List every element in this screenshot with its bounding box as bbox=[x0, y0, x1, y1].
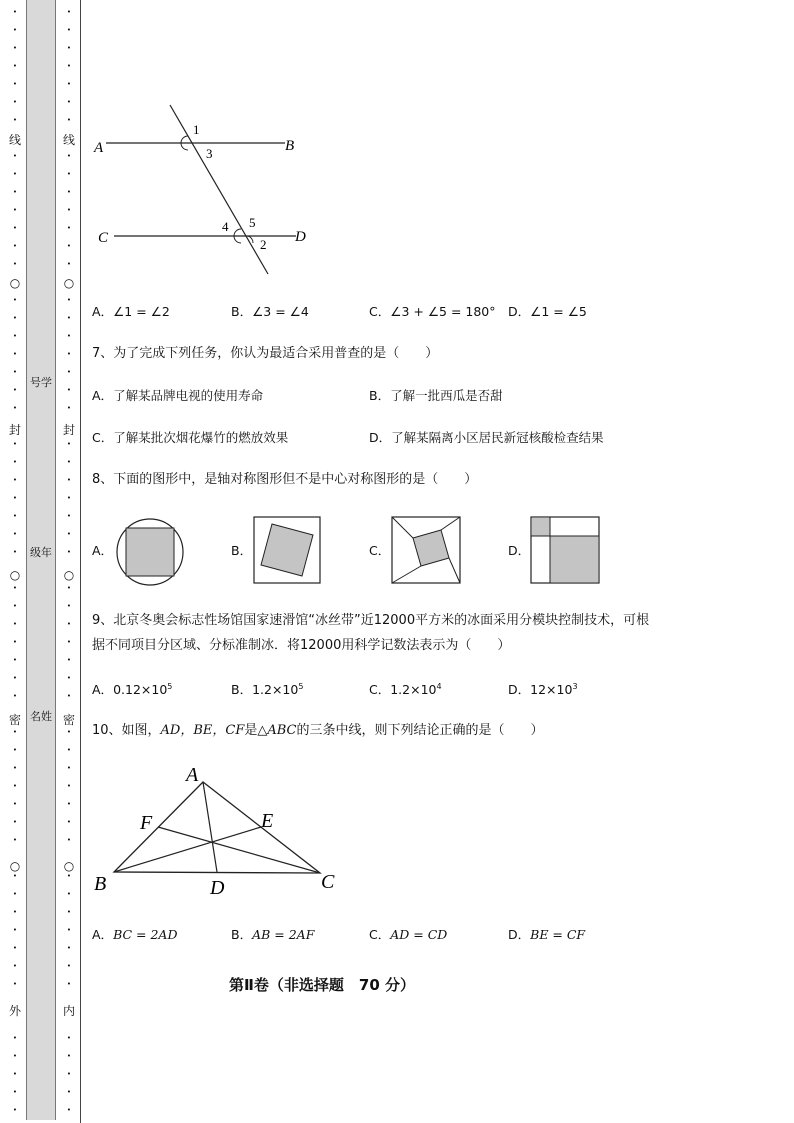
binding-margin bbox=[0, 0, 82, 1123]
binding-dot: • bbox=[12, 620, 18, 628]
q10-option-d[interactable]: D．BE = CF bbox=[508, 927, 586, 942]
binding-dot: • bbox=[12, 62, 18, 70]
point-c-label: C bbox=[98, 230, 109, 246]
q6-option-b[interactable]: B．∠3 = ∠4 bbox=[231, 304, 309, 319]
q7-option-d[interactable]: D．了解某隔离小区居民新冠核酸检查结果 bbox=[369, 430, 604, 445]
binding-dot: • bbox=[12, 890, 18, 898]
name-label: 名姓 bbox=[30, 710, 52, 723]
q6-option-a[interactable]: A．∠1 = ∠2 bbox=[92, 304, 170, 319]
binding-dot: • bbox=[66, 980, 72, 988]
binding-seal-char: 封 bbox=[62, 423, 75, 437]
binding-dot: • bbox=[66, 584, 72, 592]
point-b-label: B bbox=[285, 138, 295, 154]
binding-dot: • bbox=[12, 782, 18, 790]
grade-label: 级年 bbox=[30, 546, 52, 559]
binding-dot: • bbox=[12, 908, 18, 916]
q10-option-b[interactable]: B．AB = 2AF bbox=[231, 927, 315, 942]
binding-dot: • bbox=[66, 206, 72, 214]
binding-dot: • bbox=[12, 440, 18, 448]
q8-figure-c bbox=[391, 516, 463, 586]
q7-stem: 7、为了完成下列任务，你认为最适合采用普查的是（ ） bbox=[92, 346, 439, 361]
binding-dot-column-right bbox=[62, 0, 76, 1123]
binding-dot: • bbox=[12, 692, 18, 700]
binding-dot: • bbox=[12, 242, 18, 250]
q8-option-c-label[interactable]: C． bbox=[369, 543, 391, 558]
binding-dot: • bbox=[12, 746, 18, 754]
binding-dot: • bbox=[12, 80, 18, 88]
binding-dot: • bbox=[12, 926, 18, 934]
point-a-label: A bbox=[94, 140, 104, 156]
binding-dot: • bbox=[12, 458, 18, 466]
binding-dot: • bbox=[66, 1070, 72, 1078]
q8-option-d-label[interactable]: D． bbox=[508, 543, 531, 558]
binding-seal-char: 线 bbox=[62, 133, 75, 147]
binding-dot: • bbox=[66, 872, 72, 880]
binding-dot: • bbox=[12, 962, 18, 970]
binding-dot: • bbox=[66, 1106, 72, 1114]
binding-dot: • bbox=[66, 170, 72, 178]
q6-option-c[interactable]: C．∠3 + ∠5 = 180° bbox=[369, 304, 496, 319]
binding-separator-line bbox=[80, 0, 81, 1123]
binding-dot: • bbox=[66, 332, 72, 340]
q9-option-b[interactable]: B．$1.2\times 10^5$ bbox=[231, 681, 304, 697]
binding-dot: • bbox=[12, 800, 18, 808]
binding-dot: • bbox=[66, 98, 72, 106]
binding-seal-char: 外 bbox=[8, 1004, 21, 1018]
binding-dot: • bbox=[12, 116, 18, 124]
binding-circle-mark: ○ bbox=[9, 859, 21, 873]
binding-dot: • bbox=[66, 620, 72, 628]
exam-page-content bbox=[92, 0, 782, 1123]
binding-dot: • bbox=[12, 512, 18, 520]
binding-dot: • bbox=[66, 602, 72, 610]
student-id-label: 号学 bbox=[30, 376, 52, 389]
binding-dot: • bbox=[66, 116, 72, 124]
binding-dot: • bbox=[66, 692, 72, 700]
binding-dot: • bbox=[66, 890, 72, 898]
binding-circle-mark: ○ bbox=[63, 568, 75, 582]
binding-dot: • bbox=[66, 728, 72, 736]
binding-dot: • bbox=[66, 764, 72, 772]
binding-dot: • bbox=[12, 980, 18, 988]
transversal bbox=[170, 105, 268, 274]
binding-dot: • bbox=[12, 638, 18, 646]
binding-dot: • bbox=[66, 908, 72, 916]
binding-dot: • bbox=[12, 404, 18, 412]
binding-dot: • bbox=[12, 1034, 18, 1042]
binding-dot: • bbox=[12, 314, 18, 322]
q10-option-a[interactable]: A．BC = 2AD bbox=[92, 927, 178, 942]
binding-dot: • bbox=[12, 98, 18, 106]
binding-dot: • bbox=[66, 260, 72, 268]
binding-dot: • bbox=[12, 548, 18, 556]
binding-dot: • bbox=[66, 404, 72, 412]
point-f-midpoint-label: F bbox=[140, 812, 153, 834]
angle-1-label: 1 bbox=[193, 122, 200, 137]
binding-dot: • bbox=[12, 944, 18, 952]
binding-dot: • bbox=[66, 62, 72, 70]
angle-3-label: 3 bbox=[206, 146, 213, 161]
point-d-midpoint-label: D bbox=[210, 877, 225, 899]
q9-stem-line2: 据不同项目分区域、分标准制冰．将12000用科学记数法表示为（ ） bbox=[92, 638, 511, 653]
binding-dot: • bbox=[12, 188, 18, 196]
binding-dot: • bbox=[66, 782, 72, 790]
q8-option-b-label[interactable]: B． bbox=[231, 543, 253, 558]
binding-dot: • bbox=[66, 962, 72, 970]
q9-option-d[interactable]: D．$12\times 10^3$ bbox=[508, 681, 578, 697]
q8-figure-b bbox=[253, 516, 323, 586]
binding-dot: • bbox=[66, 674, 72, 682]
binding-dot: • bbox=[66, 656, 72, 664]
q8-stem: 8、下面的图形中，是轴对称图形但不是中心对称图形的是（ ） bbox=[92, 472, 478, 487]
binding-dot: • bbox=[12, 764, 18, 772]
q10-option-c[interactable]: C．AD = CD bbox=[369, 927, 448, 942]
section-2-title: 第Ⅱ卷（非选择题 70 分） bbox=[229, 976, 415, 994]
binding-circle-mark: ○ bbox=[9, 568, 21, 582]
binding-dot: • bbox=[12, 296, 18, 304]
binding-dot: • bbox=[66, 836, 72, 844]
point-e-midpoint-label: E bbox=[261, 810, 274, 832]
q9-option-c[interactable]: C．$1.2\times 10^4$ bbox=[369, 681, 442, 697]
binding-dot: • bbox=[66, 1052, 72, 1060]
binding-dot: • bbox=[12, 872, 18, 880]
parallel-lines-figure bbox=[92, 96, 322, 281]
binding-dot: • bbox=[66, 638, 72, 646]
binding-dot: • bbox=[12, 26, 18, 34]
binding-dot: • bbox=[66, 512, 72, 520]
binding-dot: • bbox=[12, 386, 18, 394]
q8-figure-d bbox=[530, 516, 602, 586]
triangle-medians-figure bbox=[92, 760, 352, 900]
binding-dot: • bbox=[66, 368, 72, 376]
binding-circle-mark: ○ bbox=[9, 276, 21, 290]
binding-circle-mark: ○ bbox=[63, 859, 75, 873]
binding-seal-char: 封 bbox=[8, 423, 21, 437]
binding-dot: • bbox=[66, 1088, 72, 1096]
binding-dot: • bbox=[66, 188, 72, 196]
binding-dot: • bbox=[12, 260, 18, 268]
binding-dot: • bbox=[66, 44, 72, 52]
binding-dot: • bbox=[12, 170, 18, 178]
binding-dot: • bbox=[66, 440, 72, 448]
binding-dot-column-left bbox=[8, 0, 22, 1123]
binding-dot: • bbox=[66, 350, 72, 358]
binding-seal-char: 内 bbox=[62, 1004, 75, 1018]
q8-figure-a bbox=[114, 516, 186, 588]
binding-dot: • bbox=[12, 1106, 18, 1114]
binding-dot: • bbox=[12, 8, 18, 16]
binding-dot: • bbox=[66, 548, 72, 556]
binding-dot: • bbox=[12, 674, 18, 682]
binding-dot: • bbox=[12, 368, 18, 376]
q7-option-b[interactable]: B．了解一批西瓜是否甜 bbox=[369, 388, 503, 403]
binding-dot: • bbox=[12, 494, 18, 502]
q7-option-c[interactable]: C．了解某批次烟花爆竹的燃放效果 bbox=[92, 430, 289, 445]
q6-option-d[interactable]: D．∠1 = ∠5 bbox=[508, 304, 587, 319]
binding-dot: • bbox=[66, 296, 72, 304]
vertex-b-label: B bbox=[94, 873, 107, 895]
binding-dot: • bbox=[66, 944, 72, 952]
angle-2-label: 2 bbox=[260, 237, 267, 252]
binding-dot: • bbox=[66, 800, 72, 808]
binding-dot: • bbox=[12, 350, 18, 358]
median-ad bbox=[203, 782, 217, 872]
binding-dot: • bbox=[66, 8, 72, 16]
binding-dot: • bbox=[66, 386, 72, 394]
binding-dot: • bbox=[12, 224, 18, 232]
binding-dot: • bbox=[12, 44, 18, 52]
q9-option-a[interactable]: A．$0.12\times 10^5$ bbox=[92, 681, 173, 697]
binding-dot: • bbox=[12, 206, 18, 214]
binding-dot: • bbox=[66, 80, 72, 88]
binding-dot: • bbox=[12, 332, 18, 340]
binding-dot: • bbox=[66, 926, 72, 934]
angle-5-label: 5 bbox=[249, 215, 256, 230]
binding-dot: • bbox=[66, 152, 72, 160]
vertex-a-label: A bbox=[186, 764, 199, 786]
binding-dot: • bbox=[66, 746, 72, 754]
binding-dot: • bbox=[66, 458, 72, 466]
binding-dot: • bbox=[66, 314, 72, 322]
binding-dot: • bbox=[66, 476, 72, 484]
binding-dot: • bbox=[66, 1034, 72, 1042]
binding-dot: • bbox=[66, 26, 72, 34]
binding-dot: • bbox=[66, 494, 72, 502]
binding-dot: • bbox=[12, 476, 18, 484]
binding-seal-char: 密 bbox=[62, 713, 75, 727]
binding-dot: • bbox=[12, 1052, 18, 1060]
binding-dot: • bbox=[66, 242, 72, 250]
binding-dot: • bbox=[66, 530, 72, 538]
binding-dot: • bbox=[66, 224, 72, 232]
point-d-label: D bbox=[295, 229, 306, 245]
binding-dot: • bbox=[12, 836, 18, 844]
binding-dot: • bbox=[12, 656, 18, 664]
binding-seal-char: 密 bbox=[8, 713, 21, 727]
binding-dot: • bbox=[12, 602, 18, 610]
binding-seal-char: 线 bbox=[8, 133, 21, 147]
vertex-c-label: C bbox=[321, 871, 335, 893]
q10-stem: 10、如图，AD，BE，CF是△ABC的三条中线，则下列结论正确的是（ ） bbox=[92, 723, 544, 738]
binding-dot: • bbox=[12, 584, 18, 592]
binding-dot: • bbox=[12, 1070, 18, 1078]
angle-4-label: 4 bbox=[222, 219, 229, 234]
binding-circle-mark: ○ bbox=[63, 276, 75, 290]
binding-dot: • bbox=[12, 728, 18, 736]
binding-dot: • bbox=[12, 152, 18, 160]
binding-dot: • bbox=[12, 530, 18, 538]
q9-stem-line1: 9、北京冬奥会标志性场馆国家速滑馆“冰丝带”近12000平方米的冰面采用分模块控制技术，可根 bbox=[92, 613, 650, 628]
binding-dot: • bbox=[12, 818, 18, 826]
binding-dot: • bbox=[66, 818, 72, 826]
q8-option-a-label[interactable]: A． bbox=[92, 543, 114, 558]
binding-dot: • bbox=[12, 1088, 18, 1096]
q7-option-a[interactable]: A．了解某品牌电视的使用寿命 bbox=[92, 388, 264, 403]
